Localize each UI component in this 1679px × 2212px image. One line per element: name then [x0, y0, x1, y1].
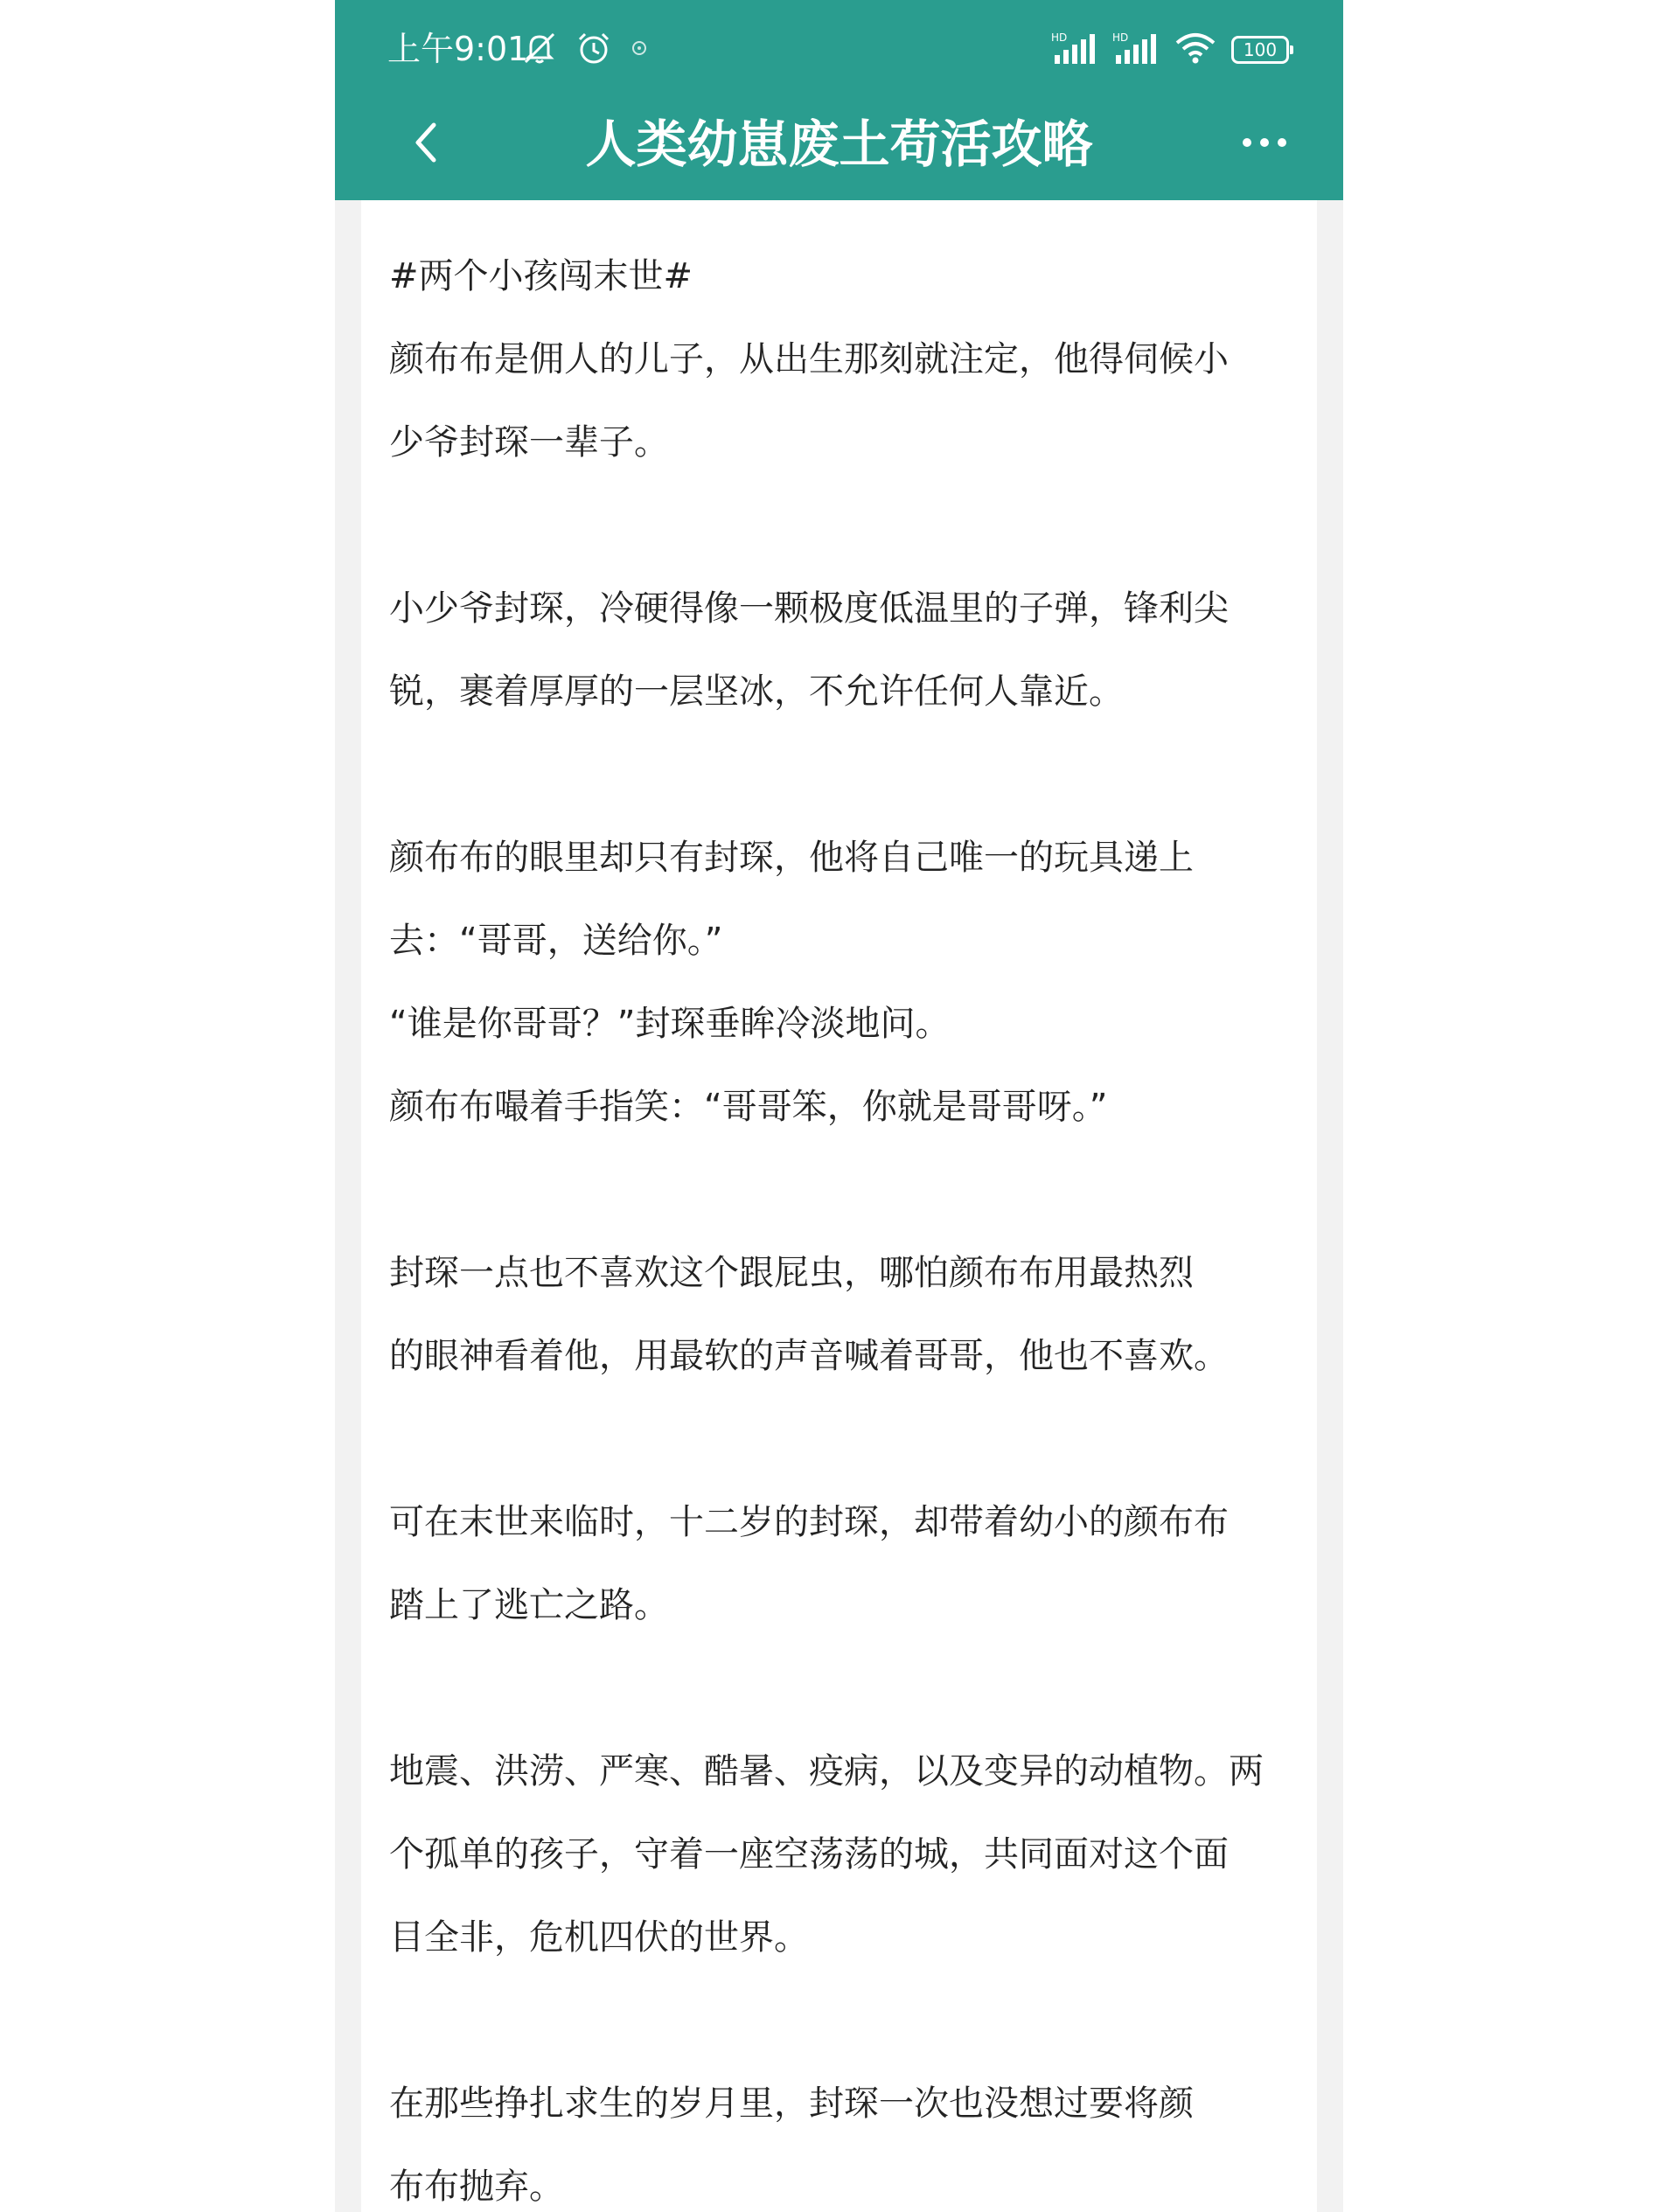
- alarm-icon: [575, 29, 613, 71]
- mute-bell-icon: [520, 29, 559, 71]
- paragraph-gap: [389, 1149, 1299, 1232]
- status-left-icons: [520, 30, 650, 70]
- text-line: #两个小孩闯末世#: [389, 256, 693, 296]
- text-line: 颜布布的眼里却只有封琛，他将自己唯一的玩具递上: [389, 838, 1194, 878]
- wifi-icon: [1174, 31, 1217, 69]
- status-bar: [335, 0, 1343, 96]
- hd-signal-icon: [1112, 31, 1160, 69]
- paragraph-gap: [389, 484, 1299, 567]
- text-line: 在那些挣扎求生的岁月里，封琛一次也没想过要将颜: [389, 2083, 1194, 2124]
- text-line: 的眼神看着他，用最软的声音喊着哥哥，他也不喜欢。: [389, 1336, 1229, 1376]
- hd-signal-icon: [1051, 31, 1098, 69]
- app-header: [335, 0, 1343, 200]
- text-line: 地震、洪涝、严寒、酷暑、疫病，以及变异的动植物。两: [389, 1751, 1264, 1791]
- page-title: 人类幼崽废土苟活攻略: [585, 115, 1093, 174]
- text-line: 目全非，危机四伏的世界。: [389, 1917, 809, 1958]
- dot-icon: [629, 38, 650, 62]
- text-line: 封琛一点也不喜欢这个跟屁虫，哪怕颜布布用最热烈: [389, 1253, 1194, 1293]
- status-time: 上午9:01: [387, 30, 529, 68]
- text-line: 颜布布嘬着手指笑：“哥哥笨，你就是哥哥呀。”: [389, 1087, 1108, 1127]
- text-line: 布布抛弃。: [389, 2167, 564, 2207]
- paragraph-gap: [389, 1647, 1299, 1730]
- text-line: 踏上了逃亡之路。: [389, 1585, 669, 1625]
- back-button[interactable]: [387, 103, 466, 182]
- article-text: [389, 235, 1299, 2212]
- paragraph-gap: [389, 1398, 1299, 1481]
- phone-screen: [335, 0, 1343, 2212]
- title-bar: [335, 96, 1343, 200]
- text-line: 小少爷封琛，冷硬得像一颗极度低温里的子弹，锋利尖: [389, 588, 1229, 629]
- status-right-icons: [1051, 30, 1289, 70]
- text-line: 颜布布是佣人的儿子，从出生那刻就注定，他得伺候小: [389, 339, 1229, 379]
- text-line: “谁是你哥哥？”封琛垂眸冷淡地问。: [389, 1004, 951, 1044]
- paragraph-gap: [389, 734, 1299, 817]
- battery-indicator: 100: [1231, 36, 1289, 64]
- chevron-left-icon: [408, 116, 446, 169]
- text-line: 锐，裹着厚厚的一层坚冰，不允许任何人靠近。: [389, 671, 1124, 712]
- text-line: 去：“哥哥，送给你。”: [389, 921, 723, 961]
- paragraph-gap: [389, 1979, 1299, 2062]
- more-button[interactable]: [1221, 103, 1308, 182]
- text-line: 少爷封琛一辈子。: [389, 422, 669, 463]
- svg-text:HD: HD: [1051, 31, 1068, 44]
- svg-text:HD: HD: [1112, 31, 1129, 44]
- text-line: 可在末世来临时，十二岁的封琛，却带着幼小的颜布布: [389, 1502, 1229, 1542]
- article-content: [361, 200, 1317, 2212]
- more-dots-icon: [1238, 134, 1291, 151]
- text-line: 个孤单的孩子，守着一座空荡荡的城，共同面对这个面: [389, 1834, 1229, 1875]
